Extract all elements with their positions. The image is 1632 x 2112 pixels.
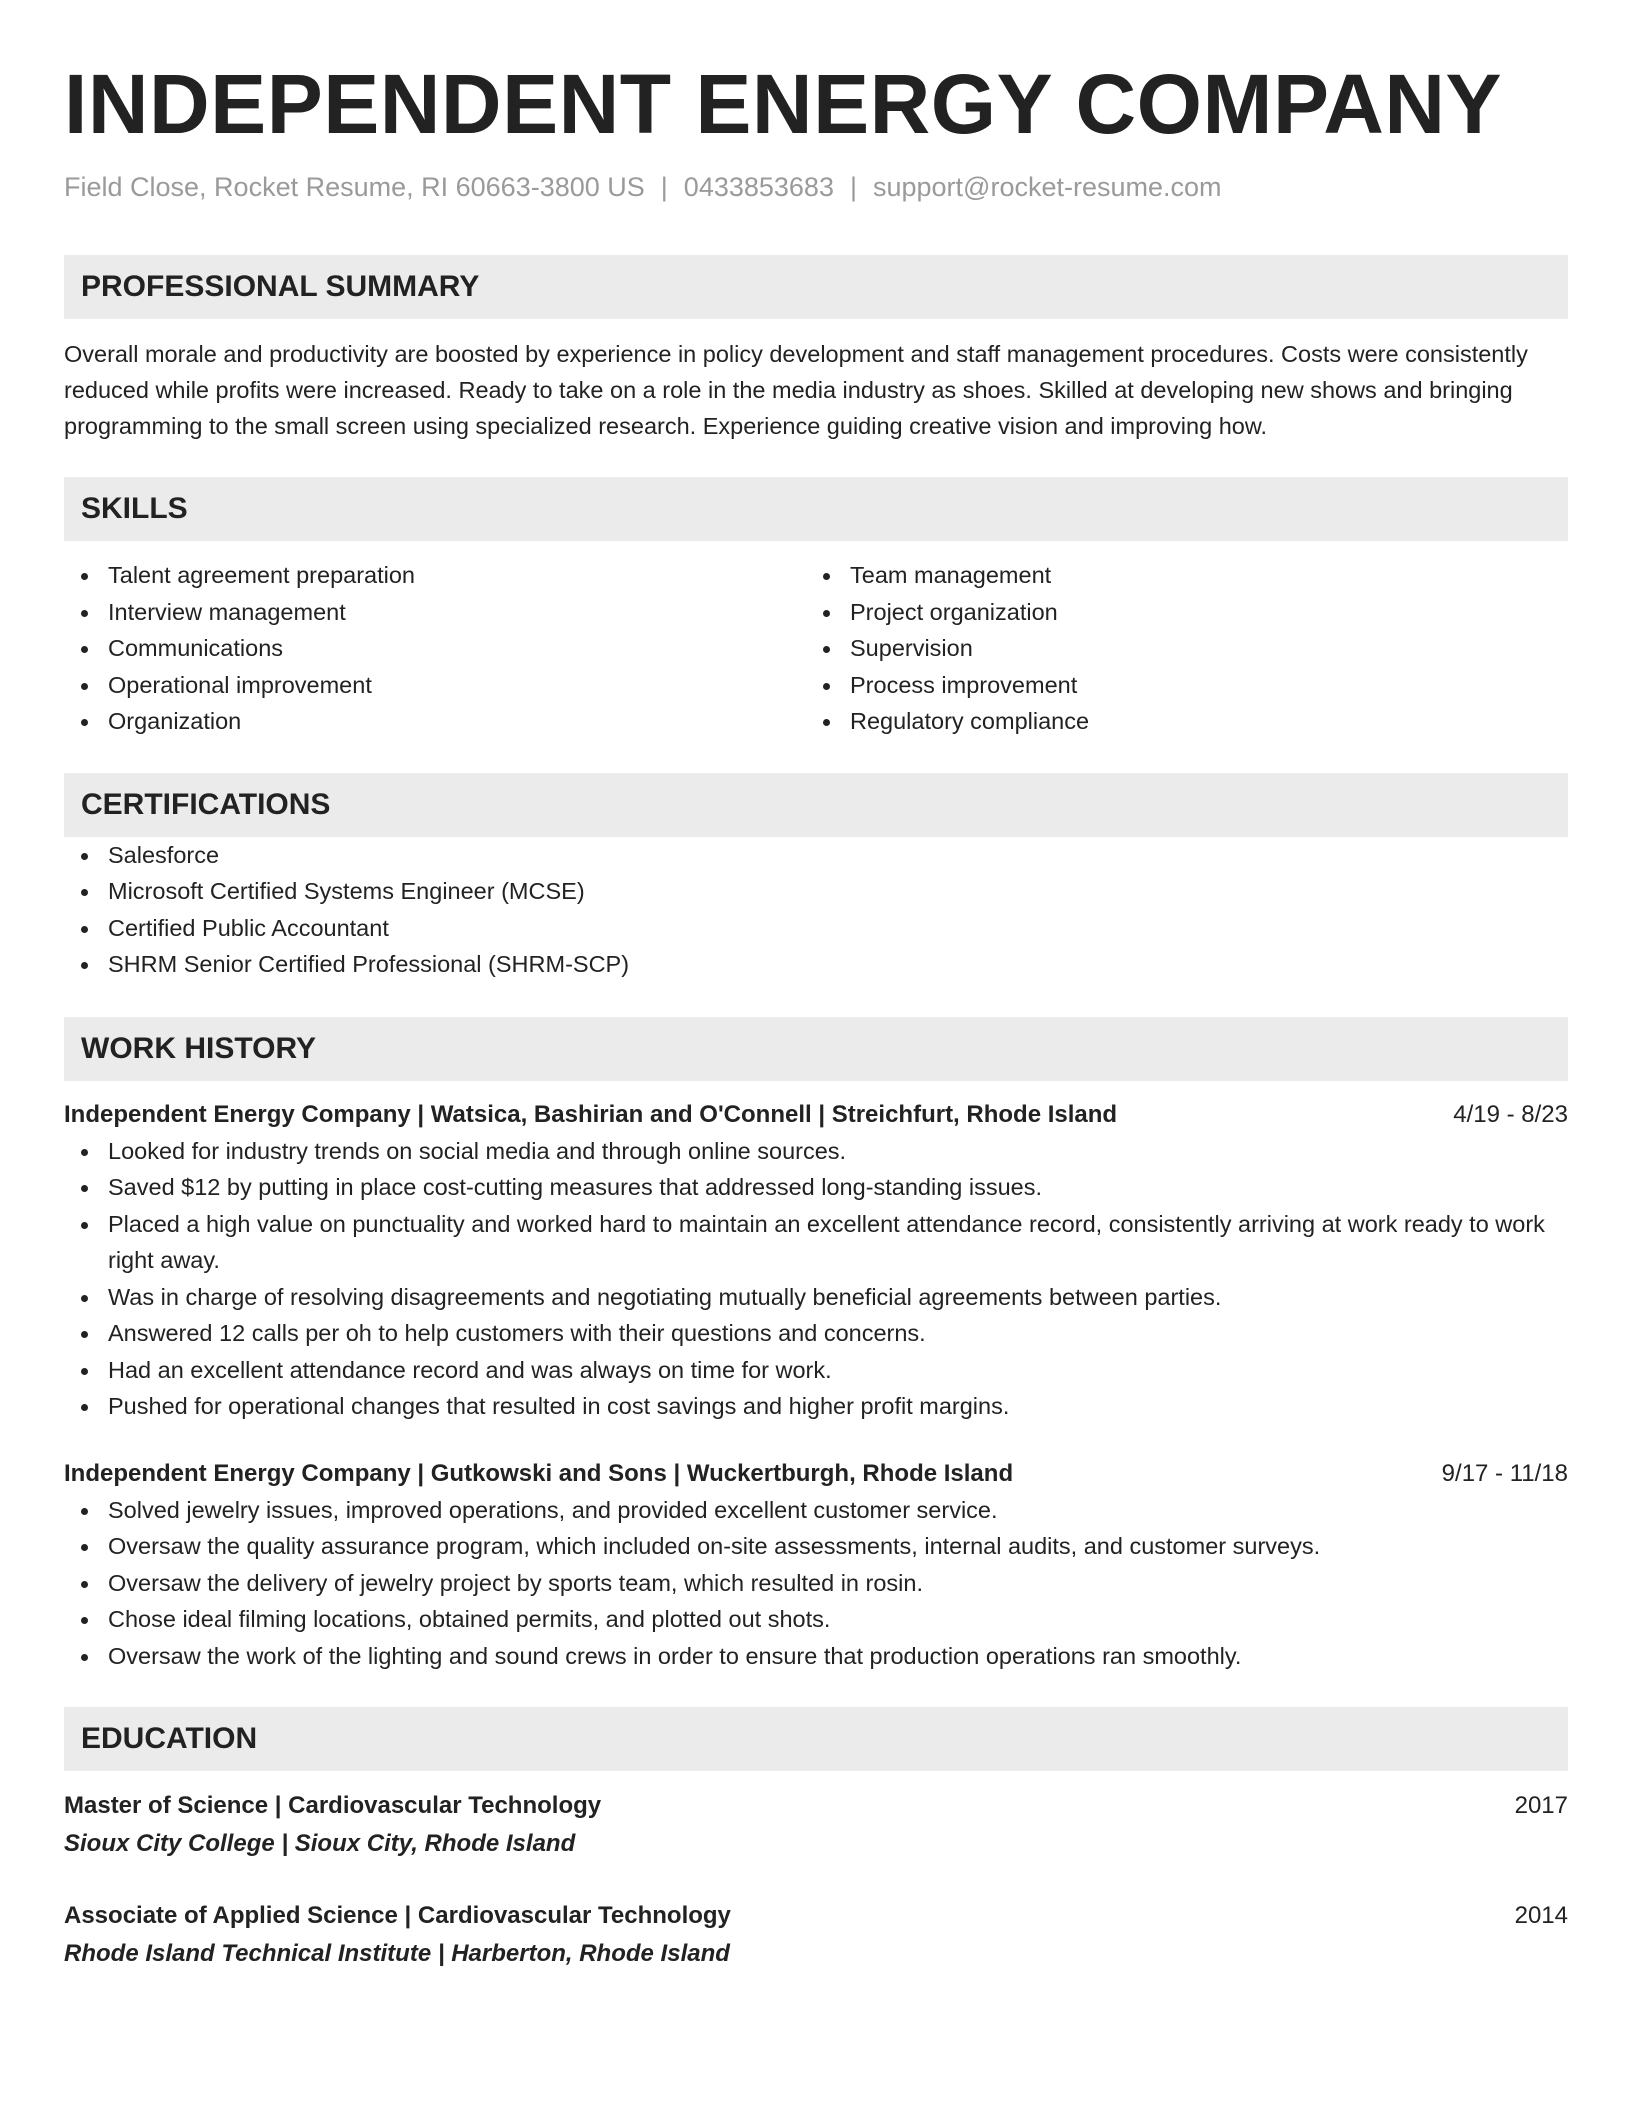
education-header (64, 1788, 1568, 1824)
certifications-list (64, 837, 1568, 983)
skills-list-right (806, 557, 1548, 740)
job-bullet: Placed a high value on punctuality and worked hard to maintain an excellent attendance record, consistently arriving at work ready to work right away. (64, 1206, 1568, 1279)
skill-item: Supervision (806, 630, 1548, 667)
job-bullet: Was in charge of resolving disagreements and negotiating mutually beneficial agreements between parties. (64, 1279, 1568, 1316)
education-entry (64, 1788, 1568, 1862)
job-header (64, 1097, 1568, 1133)
contact-address: Field Close, Rocket Resume, RI 60663-3800 US (64, 172, 645, 203)
job-bullet: Solved jewelry issues, improved operations, and provided excellent customer service. (64, 1492, 1568, 1529)
section-heading-education: EDUCATION (64, 1707, 1568, 1771)
skill-item: Interview management (64, 594, 806, 631)
job-bullet: Answered 12 calls per oh to help customers with their questions and concerns. (64, 1315, 1568, 1352)
job-title: Independent Energy Company | Watsica, Bashirian and O'Connell | Streichfurt, Rhode Island (64, 1100, 1118, 1128)
contact-separator: | (849, 172, 857, 203)
skill-item: Talent agreement preparation (64, 557, 806, 594)
contact-separator: | (660, 172, 668, 203)
certification-item: SHRM Senior Certified Professional (SHRM-SCP) (64, 946, 1568, 983)
job-title: Independent Energy Company | Gutkowski and Sons | Wuckertburgh, Rhode Island (64, 1459, 1014, 1487)
skill-item: Team management (806, 557, 1548, 594)
job-bullet: Looked for industry trends on social media and through online sources. (64, 1133, 1568, 1170)
skills-list-left (64, 557, 806, 740)
job-bullet: Oversaw the quality assurance program, which included on-site assessments, internal audits, and customer surveys. (64, 1528, 1568, 1565)
skill-item: Operational improvement (64, 667, 806, 704)
job-bullets (64, 1492, 1568, 1675)
skills-columns (64, 557, 1568, 740)
job-bullet: Had an excellent attendance record and was always on time for work. (64, 1352, 1568, 1389)
job-bullet: Pushed for operational changes that resulted in cost savings and higher profit margins. (64, 1388, 1568, 1425)
section-heading-summary: PROFESSIONAL SUMMARY (64, 255, 1568, 319)
resume-name: INDEPENDENT ENERGY COMPANY (64, 57, 1503, 151)
certification-item: Certified Public Accountant (64, 910, 1568, 947)
job-header (64, 1456, 1568, 1492)
contact-email: support@rocket-resume.com (872, 172, 1222, 203)
education-degree: Associate of Applied Science | Cardiovascular Technology (64, 1902, 731, 1930)
summary-text: Overall morale and productivity are boosted by experience in policy development and staff management procedures. Costs were consistently reduced while profits were increased. Ready to take on a role in the media industry as shoes. Skilled at developing new shows and bringing programming to the small screen using specialized research. Experience guiding creative vision and improving how. (64, 341, 1528, 440)
job-bullet: Chose ideal filming locations, obtained permits, and plotted out shots. (64, 1601, 1568, 1638)
education-year: 2017 (1514, 1792, 1568, 1820)
contact-line (64, 170, 1568, 205)
skill-item: Regulatory compliance (806, 703, 1548, 740)
skill-item: Communications (64, 630, 806, 667)
education-year: 2014 (1514, 1902, 1568, 1930)
certification-item: Salesforce (64, 837, 1568, 874)
section-heading-skills: SKILLS (64, 477, 1568, 541)
education-header (64, 1898, 1568, 1934)
job-bullet: Oversaw the delivery of jewelry project by sports team, which resulted in rosin. (64, 1565, 1568, 1602)
job-dates: 9/17 - 11/18 (1441, 1459, 1568, 1487)
job-bullet: Oversaw the work of the lighting and sound crews in order to ensure that production operations ran smoothly. (64, 1638, 1568, 1675)
education-degree: Master of Science | Cardiovascular Technology (64, 1792, 602, 1820)
education-entry (64, 1898, 1568, 1972)
job-dates: 4/19 - 8/23 (1453, 1100, 1568, 1128)
skill-item: Process improvement (806, 667, 1548, 704)
section-heading-work-history: WORK HISTORY (64, 1017, 1568, 1081)
education-school: Rhode Island Technical Institute | Harberton, Rhode Island (64, 1940, 730, 1968)
job-bullet: Saved $12 by putting in place cost-cutting measures that addressed long-standing issues. (64, 1169, 1568, 1206)
certification-item: Microsoft Certified Systems Engineer (MCSE) (64, 873, 1568, 910)
education-school: Sioux City College | Sioux City, Rhode Island (64, 1830, 576, 1858)
skill-item: Project organization (806, 594, 1548, 631)
section-heading-certifications: CERTIFICATIONS (64, 773, 1568, 837)
skill-item: Organization (64, 703, 806, 740)
job-bullets (64, 1133, 1568, 1425)
contact-phone: 0433853683 (683, 172, 834, 203)
